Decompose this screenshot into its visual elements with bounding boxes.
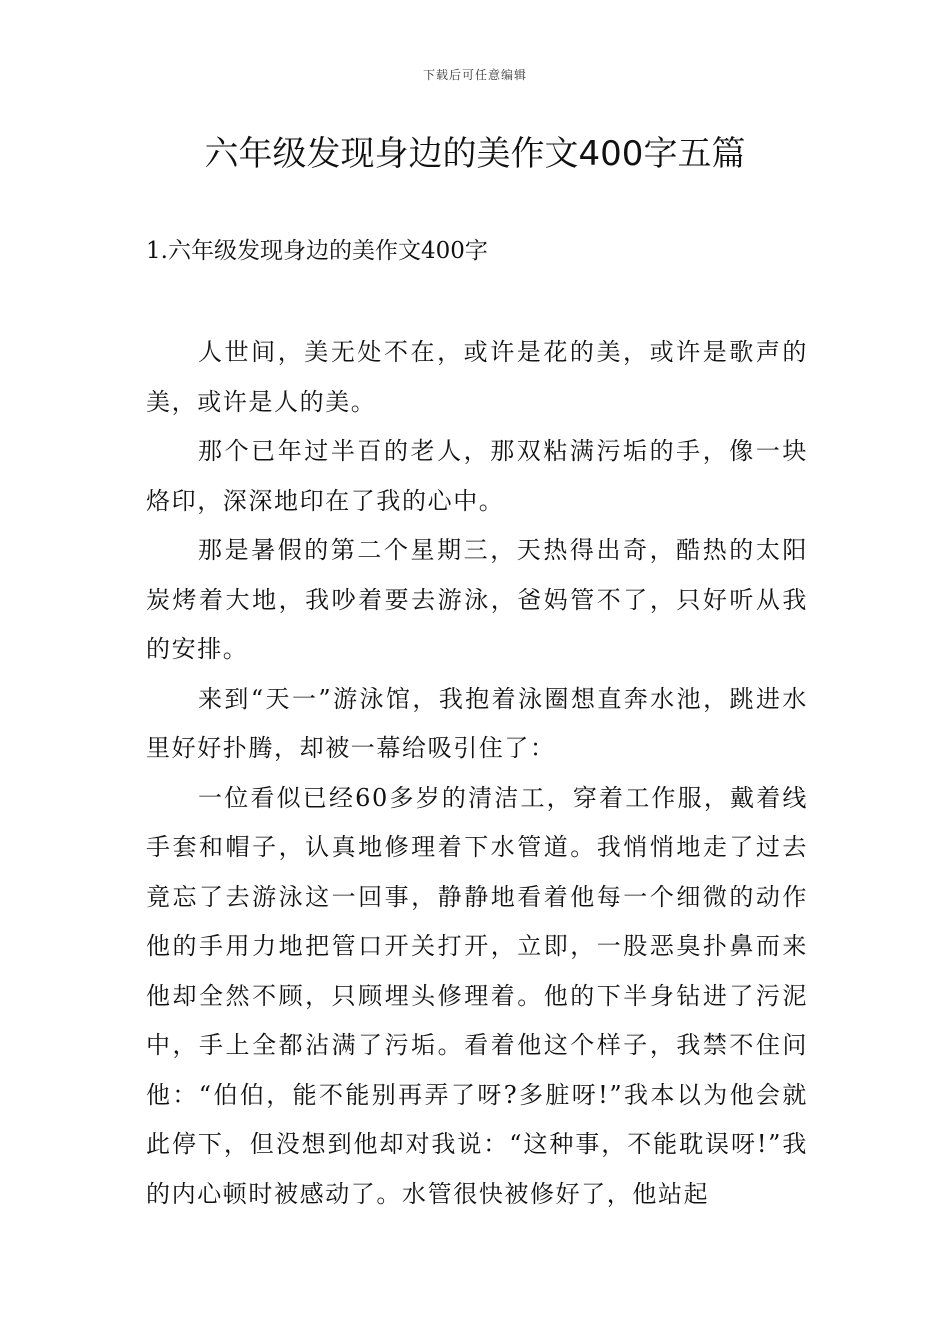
paragraph: 来到“天一”游泳馆，我抱着泳圈想直奔水池，跳进水里好好扑腾，却被一幕给吸引住了： (146, 684, 808, 762)
paragraph: 那是暑假的第二个星期三，天热得出奇，酷热的太阳炭烤着大地，我吵着要去游泳，爸妈管不了，只好听从我的安排。 (146, 536, 808, 663)
document-title: 六年级发现身边的美作文400字五篇 (204, 134, 746, 174)
page-header-note: 下载后可任意编辑 (422, 68, 527, 82)
paragraph: 人世间，美无处不在，或许是花的美，或许是歌声的美，或许是人的美。 (146, 338, 808, 416)
section-heading: 1.六年级发现身边的美作文400字 (146, 238, 488, 264)
paragraph: 一位看似已经60多岁的清洁工，穿着工作服，戴着线手套和帽子，认真地修理着下水管道。我悄悄地走了过去竟忘了去游泳这一回事，静静地看着他每一个细微的动作他的手用力地把管口开关打开，立即，一股恶臭扑鼻而来他却全然不顾，只顾埋头修理着。他的下半身钻进了污泥中，手上全都沾满了污垢。看着他这个样子，我禁不住问他：“伯伯，能不能别再弄了呀?多脏呀!”我本以为他会就此停下，但没想到他却对我说：“这种事，不能耽误呀!”我的内心顿时被感动了。水管很快被修好了，他站起 (146, 783, 808, 1208)
article-body (146, 328, 808, 1219)
paragraph: 那个已年过半百的老人，那双粘满污垢的手，像一块烙印，深深地印在了我的心中。 (146, 437, 808, 515)
